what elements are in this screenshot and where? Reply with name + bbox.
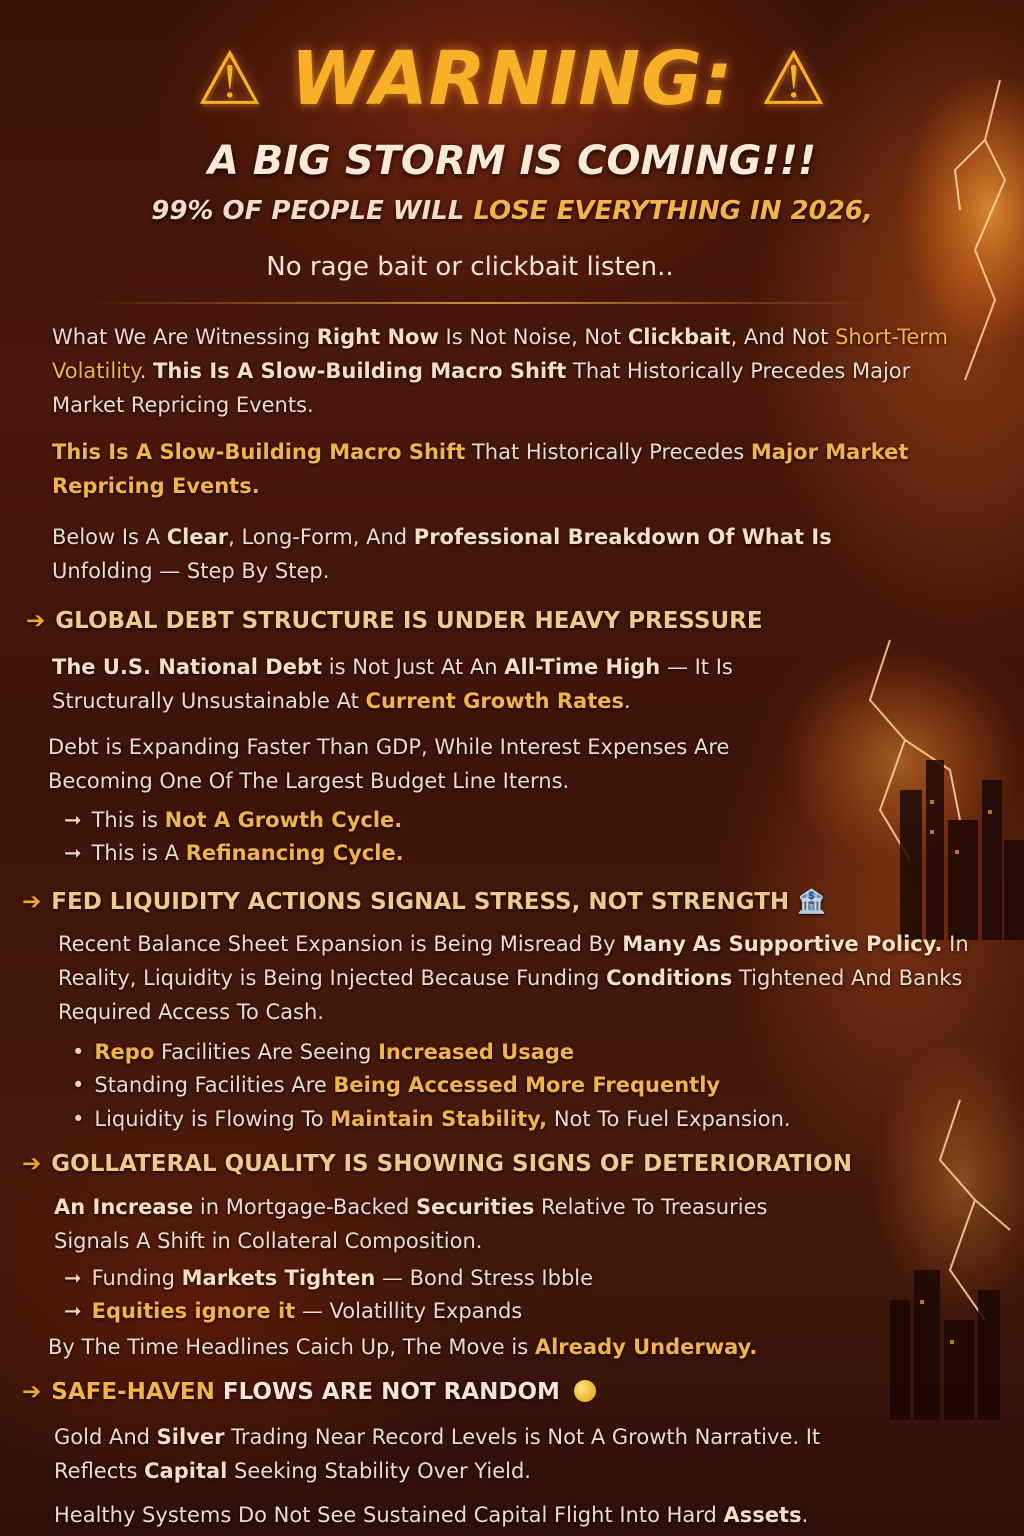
list-item xyxy=(72,1040,574,1064)
list-item xyxy=(72,1073,720,1097)
lose-everything-line xyxy=(0,196,1024,226)
section-title: FLOWS ARE NOT RANDOM xyxy=(214,1379,560,1405)
text-span: Trading Near Record Levels is Not A Growth Narrative. It Reflects xyxy=(54,1425,821,1483)
list-item xyxy=(72,1107,791,1131)
text-span: All-Time High xyxy=(504,655,661,679)
text-span: Not To Fuel Expansion. xyxy=(547,1107,791,1131)
section-heading-collateral xyxy=(22,1151,852,1177)
text-span: Right Now xyxy=(316,325,439,349)
arrow-right-icon: ➔ xyxy=(26,608,46,634)
debt-paragraph-1 xyxy=(52,650,812,718)
text-span: — It Is Structurally Unsustainable At xyxy=(52,655,733,713)
text-span: Refinancing Cycle. xyxy=(185,841,404,865)
lose-line-highlight: LOSE EVERYTHING IN 2026, xyxy=(473,196,873,226)
list-item xyxy=(64,808,402,832)
bank-icon: 🏦 xyxy=(797,889,826,915)
text-span: Clear xyxy=(166,525,229,549)
collateral-paragraph xyxy=(54,1190,834,1258)
text-span: Already Underway. xyxy=(534,1335,758,1359)
text-span: , Long-Form, And xyxy=(228,525,414,549)
text-span: Funding xyxy=(91,1266,182,1290)
arrow-icon: ➞ xyxy=(64,1299,82,1323)
text-span: By The Time Headlines Caich Up, The Move is xyxy=(48,1335,535,1359)
warning-triangle-icon: ⚠ xyxy=(196,36,264,122)
text-span: Liquidity is Flowing To xyxy=(94,1107,331,1131)
text-span: What We Are Witnessing xyxy=(52,325,317,349)
text-span: . xyxy=(139,359,154,383)
text-span: — Bond Stress Ibble xyxy=(375,1266,594,1290)
arrow-right-icon: ➔ xyxy=(22,889,42,915)
text-span: Facilities Are Seeing xyxy=(154,1040,379,1064)
text-span: — Volatillity Expands xyxy=(295,1299,523,1323)
text-span: This is A xyxy=(91,841,186,865)
warning-text: WARNING: xyxy=(290,36,734,122)
text-span: In Reality, Liquidity is Being Injected Because Funding xyxy=(58,932,969,990)
text-span: Recent Balance Sheet Expansion is Being Misread By xyxy=(58,932,623,956)
text-span: Clickbait xyxy=(627,325,731,349)
text-span: Major Market Repricing Events. xyxy=(52,440,909,498)
text-span: Capital xyxy=(144,1459,228,1483)
divider xyxy=(90,302,880,304)
arrow-icon: ➞ xyxy=(64,808,82,832)
warning-triangle-icon: ⚠ xyxy=(760,36,828,122)
safe-haven-closing xyxy=(54,1498,904,1532)
text-span: Increased Usage xyxy=(378,1040,575,1064)
text-span: Markets Tighten xyxy=(181,1266,376,1290)
list-item xyxy=(64,1299,522,1323)
text-span: That Historically Precedes xyxy=(465,440,751,464)
text-span: Professional Breakdown Of What Is xyxy=(413,525,832,549)
text-span: Standing Facilities Are xyxy=(94,1073,334,1097)
section-title: FED LIQUIDITY ACTIONS SIGNAL STRESS, NOT STRENGTH xyxy=(51,889,790,915)
arrow-icon: ➞ xyxy=(64,1266,82,1290)
text-span: Is Not Noise, Not xyxy=(438,325,628,349)
text-span: in Mortgage-Backed xyxy=(193,1195,417,1219)
storm-headline: A BIG STORM IS COMING!!! xyxy=(207,138,817,184)
text-span: is Not Just At An xyxy=(322,655,505,679)
section-title: GLOBAL DEBT STRUCTURE IS UNDER HEAVY PRESSURE xyxy=(55,608,763,634)
bullet-icon: • xyxy=(72,1040,85,1064)
intro-paragraph-2 xyxy=(52,435,912,503)
text-span: Below Is A xyxy=(52,525,167,549)
text-span: This Is A Slow-Building Macro Shift xyxy=(52,440,466,464)
debt-paragraph-2: Debt is Expanding Faster Than GDP, While Interest Expenses Are Becoming One Of The Largest Budget Line Iterns. xyxy=(48,735,730,793)
text-span: Seeking Stability Over Yield. xyxy=(227,1459,531,1483)
text-span: Silver xyxy=(156,1425,225,1449)
warning-title xyxy=(0,36,1024,122)
text-span: Tightened And Banks Required Access To Cash. xyxy=(58,966,963,1024)
bullet-icon: • xyxy=(72,1107,85,1131)
text-span: Repo xyxy=(94,1040,155,1064)
text-span: Unfolding — Step By Step. xyxy=(52,559,330,583)
text-span: Maintain Stability, xyxy=(330,1107,548,1131)
text-span: The U.S. National Debt xyxy=(52,655,323,679)
text-span: This is xyxy=(91,808,165,832)
text-span: This Is A Slow-Building Macro Shift xyxy=(153,359,567,383)
text-span: Conditions xyxy=(606,966,733,990)
text-span: . xyxy=(624,689,631,713)
text-span: Gold And xyxy=(54,1425,157,1449)
intro-paragraph-3 xyxy=(52,520,932,588)
text-span: Current Growth Rates xyxy=(365,689,624,713)
bullet-icon: • xyxy=(72,1073,85,1097)
rage-bait-subtitle: No rage bait or clickbait listen.. xyxy=(266,252,674,282)
text-span: Assets xyxy=(723,1503,802,1527)
text-span: . xyxy=(801,1503,809,1527)
text-span: An Increase xyxy=(54,1195,194,1219)
safe-haven-paragraph xyxy=(54,1420,874,1488)
text-span xyxy=(686,932,693,956)
text-span: Being Accessed More Frequently xyxy=(333,1073,721,1097)
text-span: Short-Term Volatility xyxy=(52,325,948,383)
gold-coin-icon xyxy=(574,1380,596,1402)
intro-paragraph-1 xyxy=(52,320,952,422)
list-item xyxy=(64,841,404,865)
section-title: SAFE-HAVEN xyxy=(51,1379,215,1405)
text-span: That Historically Precedes Major Market Repricing Events. xyxy=(52,359,911,417)
section-heading-safe-haven xyxy=(22,1379,596,1405)
section-heading-debt xyxy=(26,608,763,634)
text-span: Not A Growth Cycle. xyxy=(164,808,403,832)
text-span: Many xyxy=(622,932,686,956)
list-item xyxy=(64,1266,593,1290)
text-span: Securities xyxy=(416,1195,535,1219)
arrow-icon: ➞ xyxy=(64,841,82,865)
section-heading-fed xyxy=(22,888,826,915)
text-span: As Supportive Policy. xyxy=(692,932,943,956)
text-span: Equities ignore it xyxy=(91,1299,296,1323)
text-span: Healthy Systems Do Not See Sustained Capital Flight Into Hard xyxy=(54,1503,724,1527)
section-title: GOLLATERAL QUALITY IS SHOWING SIGNS OF DETERIORATION xyxy=(51,1151,852,1177)
text-span: Relative To Treasuries Signals A Shift in Collateral Composition. xyxy=(54,1195,768,1253)
text-span: , And Not xyxy=(730,325,836,349)
collateral-closing xyxy=(48,1330,848,1364)
arrow-right-icon: ➔ xyxy=(22,1379,42,1405)
fed-paragraph xyxy=(58,927,1003,1029)
lose-line-start: 99% OF PEOPLE WILL xyxy=(151,196,474,226)
arrow-right-icon: ➔ xyxy=(22,1151,42,1177)
